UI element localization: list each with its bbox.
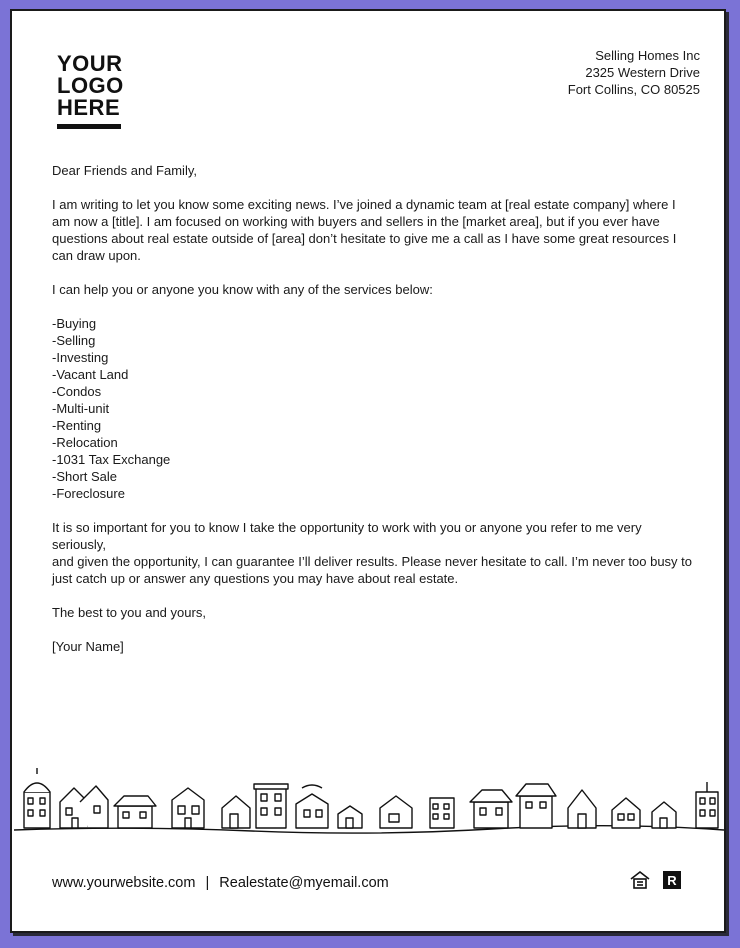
letterhead-page — [10, 9, 726, 933]
realtor-icon — [663, 871, 681, 889]
salutation: Dear Friends and Family, — [52, 163, 197, 178]
signature-name: [Your Name] — [52, 639, 124, 654]
equal-housing-icon — [631, 872, 649, 888]
intro-paragraph: I am writing to let you know some exciting news. I’ve joined a dynamic team at [real estate company] where I am now a [title]. I am focused on working with buyers and sellers in the [market area], but if you ever have questions about real estate outside of [area] don’t hesitate to give me a call as I have some great resources I can draw upon. — [52, 197, 677, 263]
logo-placeholder — [57, 51, 124, 129]
company-name: Selling Homes Inc — [595, 48, 700, 63]
list-item: -Short Sale — [52, 469, 118, 484]
email-link[interactable]: Realestate@myemail.com — [219, 875, 389, 891]
svg-text:R: R — [667, 873, 677, 888]
logo-line: HERE — [57, 95, 121, 120]
logo-underline — [57, 124, 121, 129]
services-intro: I can help you or anyone you know with any of the services below: — [52, 282, 433, 297]
footer-contact — [52, 875, 389, 891]
sign-off: The best to you and yours, — [52, 605, 206, 620]
list-item: -Condos — [52, 384, 102, 399]
logo-line: LOGO — [57, 73, 124, 98]
list-item: -Investing — [52, 350, 109, 365]
housing-badges — [629, 869, 685, 891]
closing-paragraph-2: and given the opportunity, I can guarantee I’ll deliver results. Please never hesitate to call. I’m never too busy to just catch up or answer any questions you may have about real estate. — [52, 554, 693, 586]
list-item: -Foreclosure — [52, 486, 125, 501]
list-item: -Renting — [52, 418, 102, 433]
footer-separator: | — [205, 875, 210, 891]
list-item: -Buying — [52, 316, 97, 331]
list-item: -Relocation — [52, 435, 118, 450]
letter-body — [52, 162, 692, 672]
website-link[interactable]: www.yourwebsite.com — [52, 875, 196, 891]
list-item: -Multi-unit — [52, 401, 110, 416]
services-list — [52, 315, 692, 502]
closing-paragraph-1: It is so important for you to know I take the opportunity to work with you or anyone you refer to me very seriously, — [52, 520, 642, 552]
logo-line: YOUR — [57, 51, 123, 76]
list-item: -1031 Tax Exchange — [52, 452, 171, 467]
street-address: 2325 Western Drive — [585, 65, 700, 80]
sender-address — [568, 47, 700, 98]
list-item: -Vacant Land — [52, 367, 129, 382]
list-item: -Selling — [52, 333, 96, 348]
houses-illustration — [12, 766, 724, 841]
city-state-zip: Fort Collins, CO 80525 — [567, 82, 700, 97]
